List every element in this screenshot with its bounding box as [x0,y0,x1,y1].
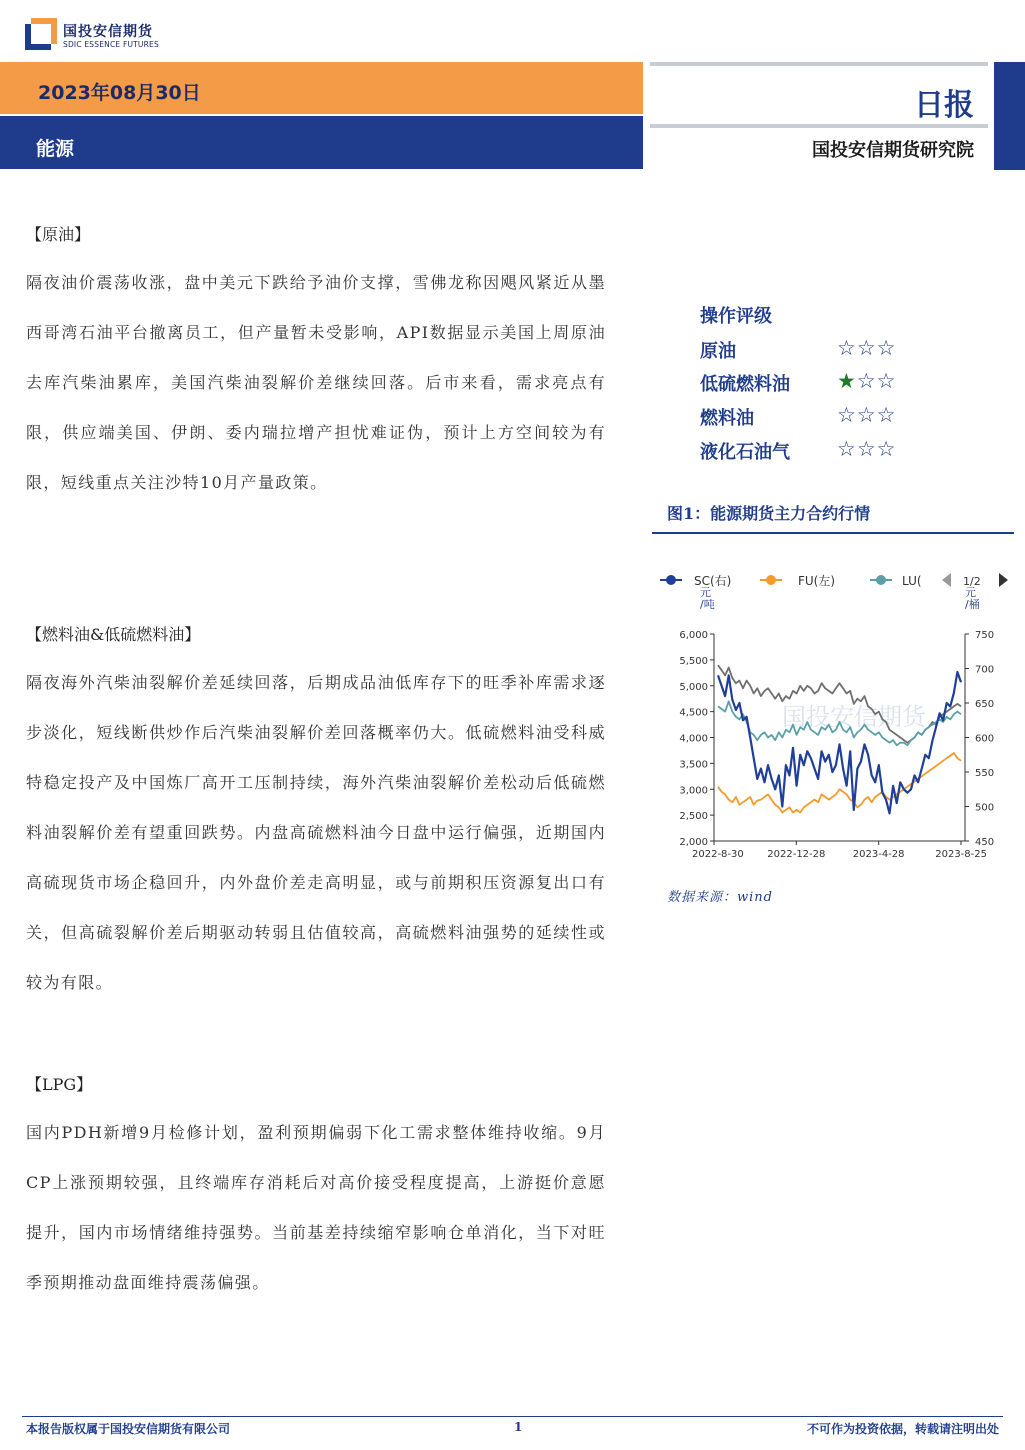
y-left-tick-label: 5,000 [679,681,708,693]
company-logo [25,18,165,52]
rating-name: 液化石油气 [700,442,790,463]
report-type: 日报 [914,88,974,123]
legend-label-lu: LU( [902,574,922,588]
legend-marker-sc [666,575,676,585]
section-body-lpg: 国内PDH新增9月检修计划，盈利预期偏弱下化工需求整体维持收缩。9月CP上涨预期较强，且终端库存消耗后对高价接受程度提高，上游挺价意愿提升，国内市场情绪维持强势。当前基差持续缩窄影响仓单消化，当下对旺季预期推动盘面维持震荡偏强。 [26,1123,606,1292]
institute-name: 国投安信期货研究院 [812,140,974,161]
legend-label-sc: SC(右) [694,574,732,588]
report-sector: 能源 [36,138,75,160]
star-filled-icon: ★ [837,369,857,393]
section-body-crude: 隔夜油价震荡收涨，盘中美元下跌给予油价支撑，雪佛龙称因飓风紧近从墨西哥湾石油平台撤离员工，但产量暂未受影响，API数据显示美国上周原油去库汽柴油累库，美国汽柴油裂解价差继续回落。后市来看，需求亮点有限，供应端美国、伊朗、委内瑞拉增产担忧难证伪，预计上方空间较为有限，短线重点关注沙特10月产量政策。 [26,273,606,492]
rating-stars: ☆☆☆ [837,437,897,461]
y-right-tick-label: 700 [975,664,995,676]
rating-row [700,438,930,468]
y-left-tick-label: 4,500 [679,707,708,719]
y-right-tick-label: 550 [975,768,995,779]
rating-name: 低硫燃料油 [700,374,790,395]
y-right-tick-label: 500 [975,802,995,814]
legend-prev-icon[interactable] [942,573,951,587]
y-right-tick-label: 450 [975,837,995,848]
section-title-crude: 【原油】 [26,225,91,244]
footer-copyright: 本报告版权属于国投安信期货有限公司 [26,1422,231,1436]
logo-mark-icon [25,18,57,50]
rating-row [700,337,930,367]
y-right-tick-label: 750 [975,630,995,641]
rating-stars [837,369,896,393]
rating-name: 燃料油 [700,408,754,429]
left-axis-unit: 元/吨 [700,586,715,611]
report-header-right [650,62,990,170]
star-empty-icon: ☆☆ [856,369,897,393]
rating-name: 原油 [700,341,736,362]
footer-disclaimer: 不可作为投资依据，转载请注明出处 [806,1422,999,1436]
y-left-tick-label: 5,500 [679,655,708,667]
y-left-tick-label: 2,500 [679,811,708,823]
chart-legend [660,573,1008,588]
right-axis-unit: 元/桶 [965,586,980,611]
legend-marker-lu [876,575,886,585]
legend-marker-fu [766,575,776,585]
figure-title: 图1：能源期货主力合约行情 [667,504,871,523]
report-date: 2023年08月30日 [38,82,201,104]
section-body-fuel-oil: 隔夜海外汽柴油裂解价差延续回落，后期成品油低库存下的旺季补库需求逐步淡化，短线断供炒作后汽柴油裂解价差回落概率仍大。低硫燃料油受科威特稳定投产及中国炼厂高开工压制持续，海外汽柴油裂解价差松动后低硫燃料油裂解价差有望重回跌势。内盘高硫燃料油今日盘中运行偏强，近期国内高硫现货市场企稳回升，内外盘价差走高明显，或与前期积压资源复出口有关，但高硫裂解价差后期驱动转弱且估值较高，高硫燃料油强势的延续性或较为有限。 [26,673,606,992]
rating-stars: ☆☆☆ [837,403,897,427]
section-title-fuel-oil: 【燃料油&低硫燃料油】 [26,625,201,644]
y-left-tick-label: 3,500 [679,759,708,771]
rating-heading: 操作评级 [700,306,772,327]
page-number: 1 [514,1420,523,1434]
x-tick-label: 2022-8-30 [692,849,744,860]
chart-watermark: 国投安信期货 [782,703,926,731]
logo-name: 国投安信期货 [63,24,153,40]
y-right-tick-label: 600 [975,733,995,745]
figure-source: 数据来源：wind [667,890,773,905]
y-left-tick-label: 4,000 [679,733,708,745]
y-right-tick-label: 650 [975,699,995,710]
header-divider [650,62,988,66]
legend-label-fu: FU(左) [798,574,836,588]
footer-rule [22,1416,1003,1417]
x-tick-label: 2023-4-28 [852,849,905,860]
header-divider [650,124,988,128]
y-left-tick-label: 3,000 [679,785,708,797]
figure-rule [652,532,1014,534]
x-tick-label: 2022-12-28 [767,849,826,860]
sector-banner [0,116,643,169]
logo-subtitle: SDIC ESSENCE FUTURES [63,40,159,49]
y-left-tick-label: 6,000 [679,630,708,641]
rating-row [700,404,930,434]
rating-row [700,370,930,400]
x-tick-label: 2023-8-25 [935,849,987,860]
rating-stars: ☆☆☆ [837,336,897,360]
y-left-tick-label: 2,000 [679,837,708,848]
legend-next-icon[interactable] [999,573,1008,587]
section-title-lpg: 【LPG】 [26,1075,93,1094]
header-accent-block [994,62,1025,170]
legend-page: 1/2 [963,575,981,588]
price-chart [652,560,1014,875]
